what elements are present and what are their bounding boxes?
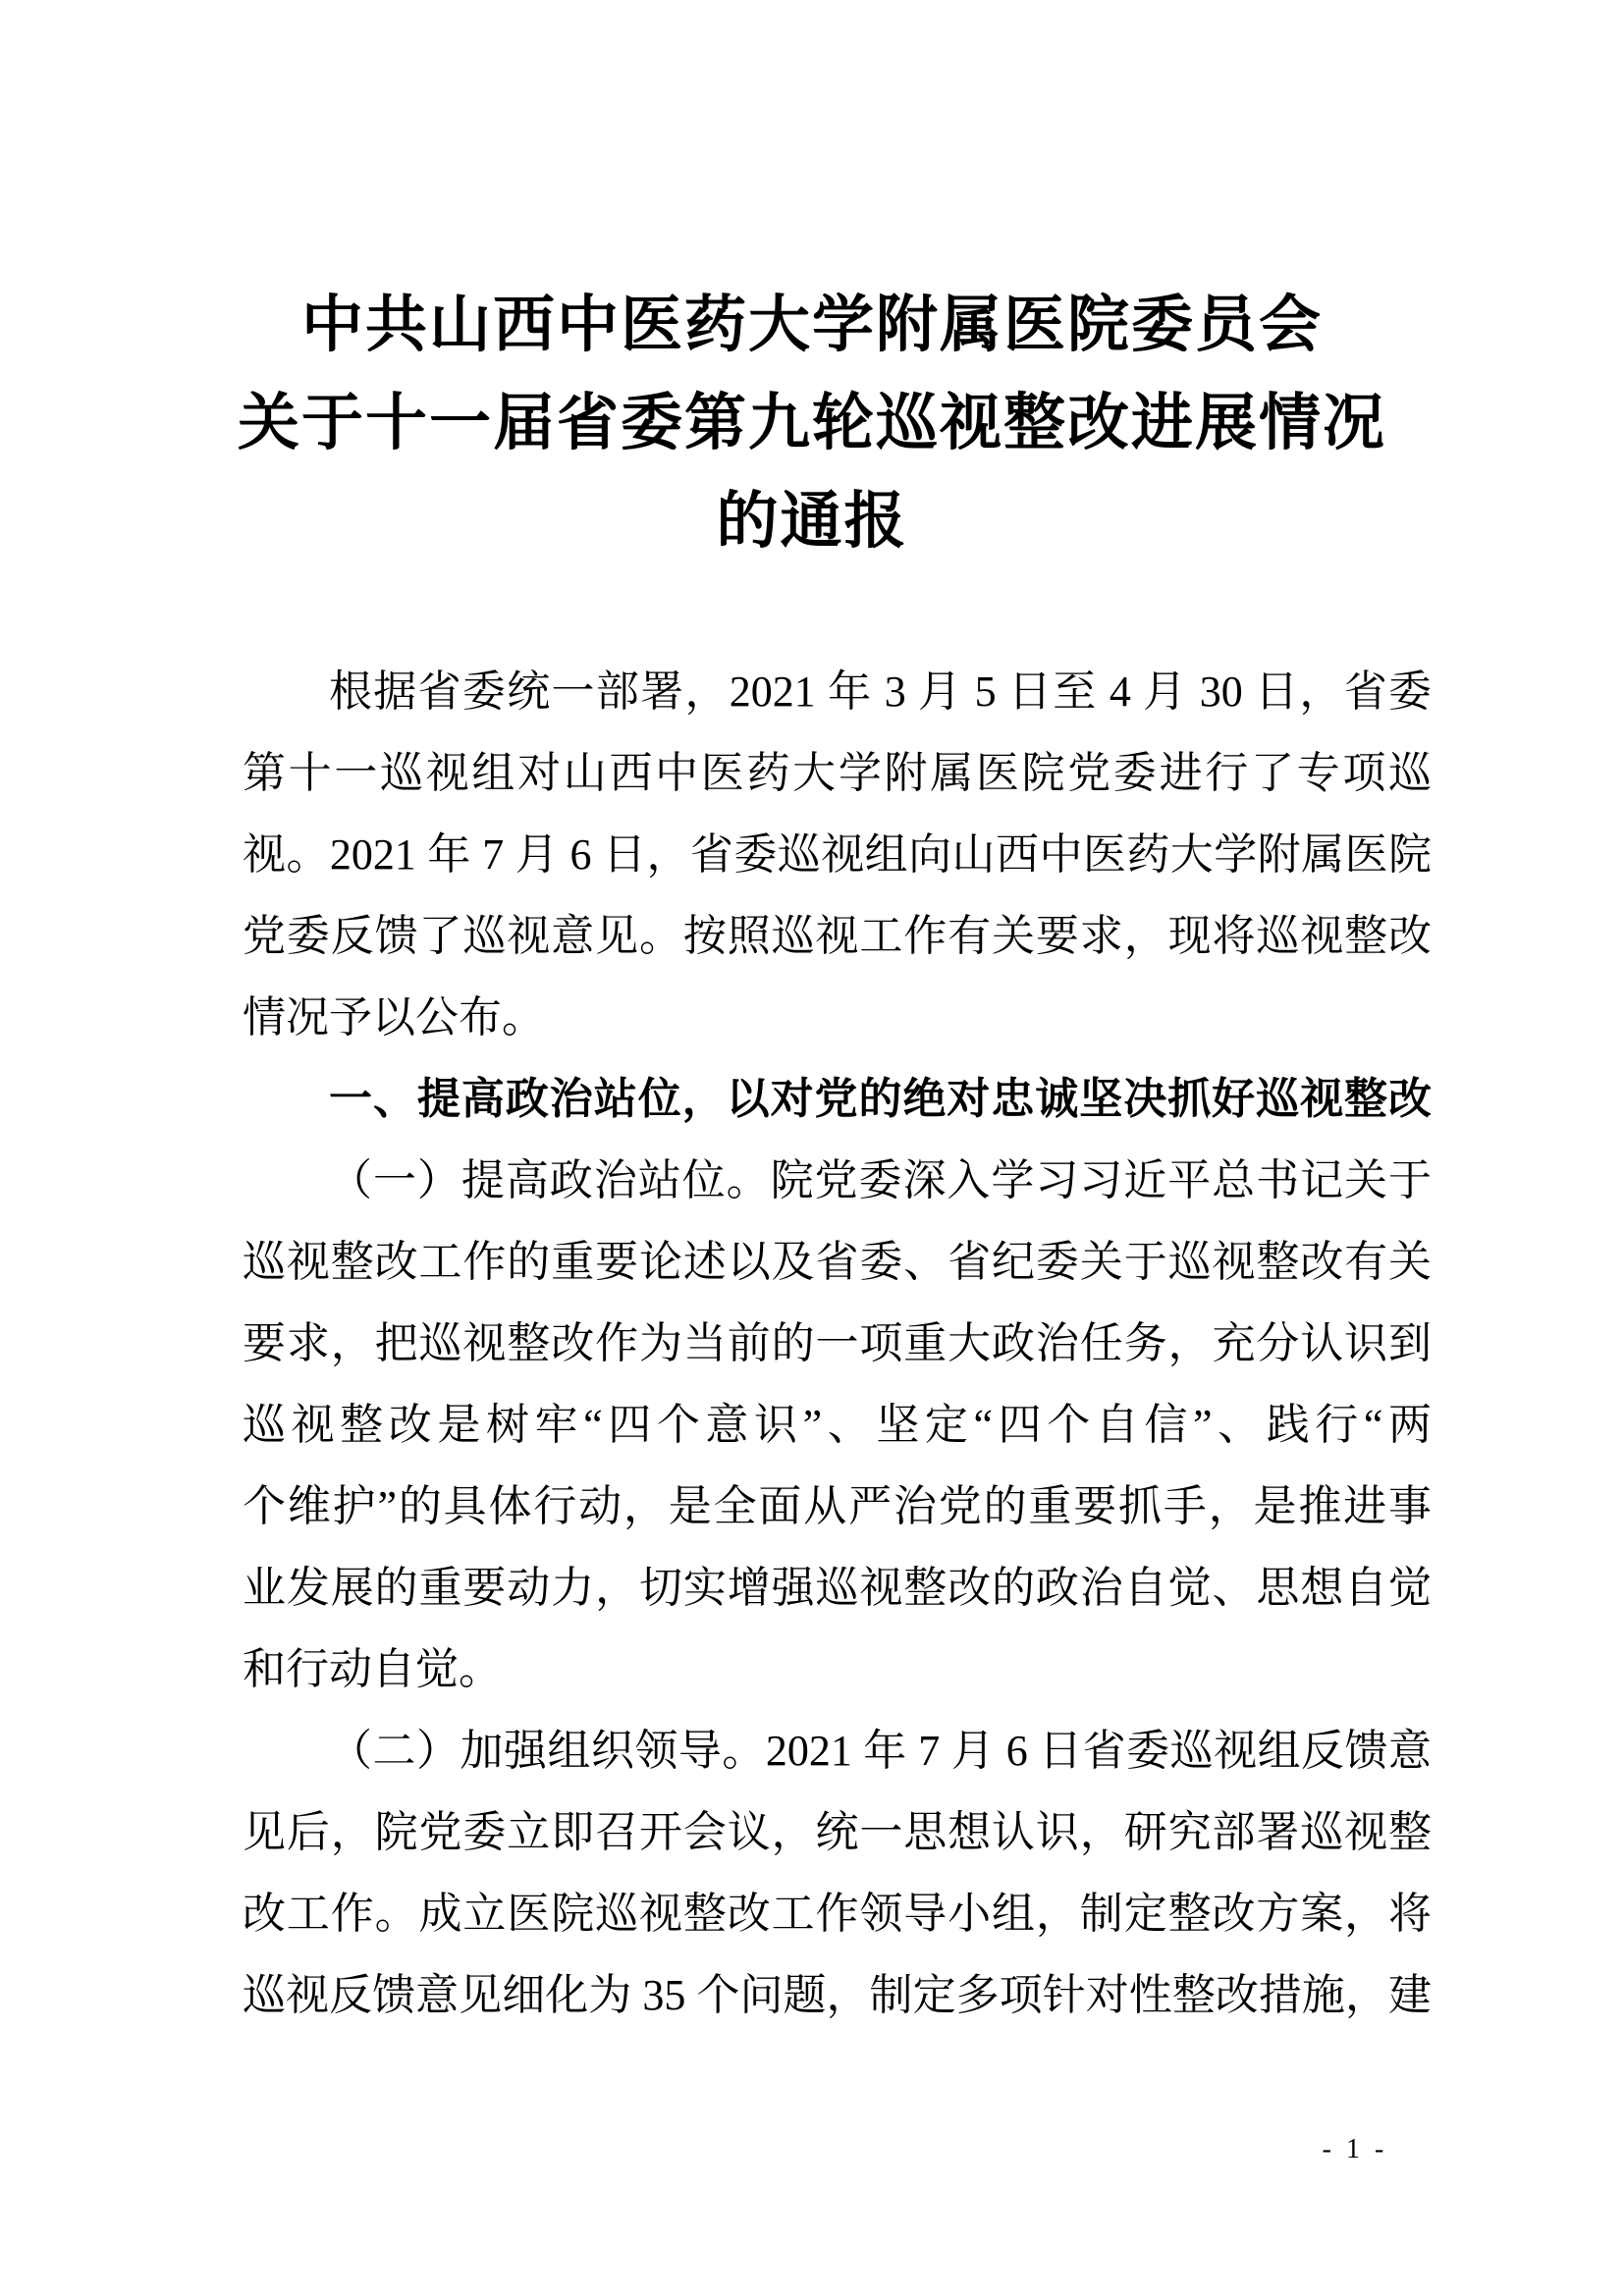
body-line: 视。2021 年 7 月 6 日，省委巡视组向山西中医药大学附属医院 <box>243 830 1432 879</box>
section-heading: 一、提高政治站位，以对党的绝对忠诚坚决抓好巡视整改 <box>329 1075 1432 1123</box>
body-line: 改工作。成立医院巡视整改工作领导小组，制定整改方案，将 <box>243 1890 1432 1938</box>
document-title <box>0 276 1624 570</box>
body-line: 要求，把巡视整改作为当前的一项重大政治任务，充分认识到 <box>243 1319 1432 1367</box>
body-line-text: 2021 年 7 月 6 日省委巡视组反馈意 <box>765 1727 1433 1775</box>
body-line: 巡视整改工作的重要论述以及省委、省纪委关于巡视整改有关 <box>243 1238 1432 1286</box>
title-line-2: 关于十一届省委第九轮巡视整改进展情况 <box>238 389 1386 457</box>
body-line: 第十一巡视组对山西中医药大学附属医院党委进行了专项巡 <box>243 749 1432 797</box>
subsection-lead: （一）提高政治站位。 <box>329 1156 771 1204</box>
title-line-1: 中共山西中医药大学附属医院委员会 <box>301 291 1323 359</box>
page-number: - 1 - <box>1322 2134 1388 2164</box>
body-line <box>243 1710 1432 1791</box>
body-line: 党委反馈了巡视意见。按照巡视工作有关要求，现将巡视整改 <box>243 912 1432 960</box>
body-line: 业发展的重要动力，切实增强巡视整改的政治自觉、思想自觉 <box>243 1564 1432 1612</box>
subsection-lead: （二）加强组织领导。 <box>329 1727 766 1775</box>
body-line: 情况予以公布。 <box>243 993 545 1041</box>
body-line <box>243 1140 1432 1221</box>
document-body <box>243 651 1432 2036</box>
body-line: 巡视整改是树牢“四个意识”、坚定“四个自信”、践行“两 <box>243 1401 1432 1449</box>
body-line: 见后，院党委立即召开会议，统一思想认识，研究部署巡视整 <box>243 1808 1432 1856</box>
body-line: 个维护”的具体行动，是全面从严治党的重要抓手，是推进事 <box>243 1482 1432 1530</box>
title-line-3: 的通报 <box>716 487 908 556</box>
body-line: 和行动自觉。 <box>243 1645 502 1693</box>
body-line: 根据省委统一部署，2021 年 3 月 5 日至 4 月 30 日，省委 <box>329 667 1432 716</box>
body-line: 巡视反馈意见细化为 35 个问题，制定多项针对性整改措施，建 <box>243 1971 1432 2019</box>
body-line-text: 院党委深入学习习近平总书记关于 <box>770 1156 1433 1204</box>
